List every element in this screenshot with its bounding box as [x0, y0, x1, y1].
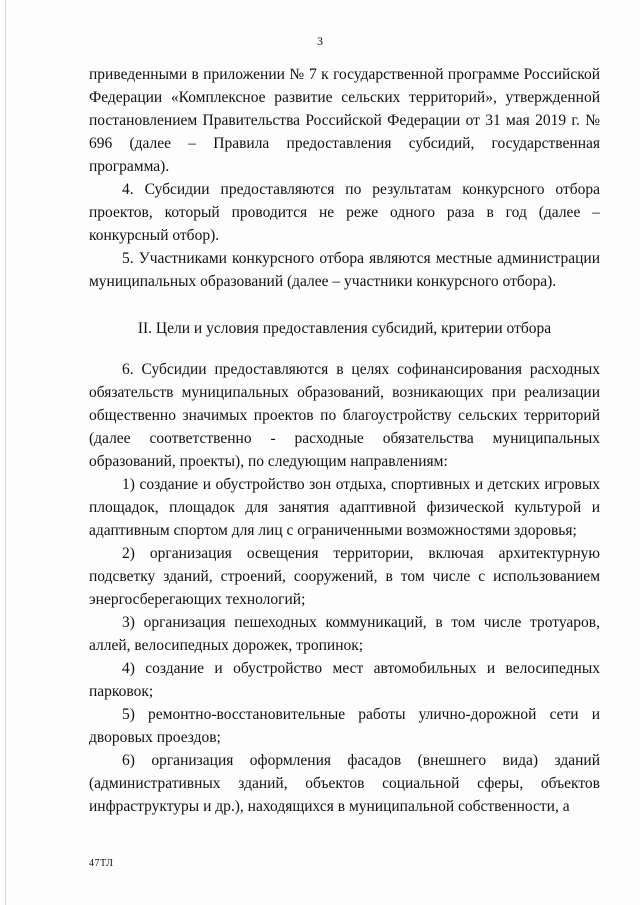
list-item-6: 6) организация оформления фасадов (внешнего вида) зданий (административных зданий, объектов социальной сферы, объектов инфраструктуры и др.), находящихся в муниципальной собственности, а [89, 752, 600, 815]
list-item-1: 1) создание и обустройство зон отдыха, спортивных и детских игровых площадок, площадок для занятия адаптивной физической культурой и адаптивным спортом для лиц с ограниченными возможностями здоровья; [89, 476, 600, 539]
list-item-4: 4) создание и обустройство мест автомобильных и велосипедных парковок; [89, 660, 600, 700]
list-item-2: 2) организация освещения территории, включая архитектурную подсветку зданий, строений, сооружений, в том числе с использованием энергосберегающих технологий; [89, 545, 600, 608]
footer-code: 47ТЛ [89, 858, 114, 869]
paragraph-4: 4. Субсидии предоставляются по результатам конкурсного отбора проектов, который проводится не реже одного раза в год (далее – конкурсный отбор). [89, 181, 600, 244]
document-body [89, 63, 600, 818]
paragraph-continuation: приведенными в приложении № 7 к государственной программе Российской Федерации «Комплексное развитие сельских территорий», утвержденной постановлением Правительства Российской Федерации от 31 мая 2019 г. № 696 (далее – Правила предоставления субсидий, государственная программа). [89, 66, 600, 175]
page-edge-line [5, 0, 6, 905]
section-heading: II. Цели и условия предоставления субсидий, критерии отбора [137, 320, 552, 337]
paragraph-5: 5. Участниками конкурсного отбора являются местные администрации муниципальных образований (далее – участники конкурсного отбора). [89, 250, 600, 290]
paragraph-6: 6. Субсидии предоставляются в целях софинансирования расходных обязательств муниципальных образований, возникающих при реализации общественно значимых проектов по благоустройству сельских территорий (далее соответственно - расходные обязательства муниципальных образований, проекты), по следующим направлениям: [89, 361, 600, 470]
list-item-3: 3) организация пешеходных коммуникаций, в том числе тротуаров, аллей, велосипедных дорожек, тропинок; [89, 614, 600, 654]
page-number: 3 [317, 34, 323, 48]
list-item-5: 5) ремонтно-восстановительные работы улично-дорожной сети и дворовых проездов; [89, 706, 600, 746]
